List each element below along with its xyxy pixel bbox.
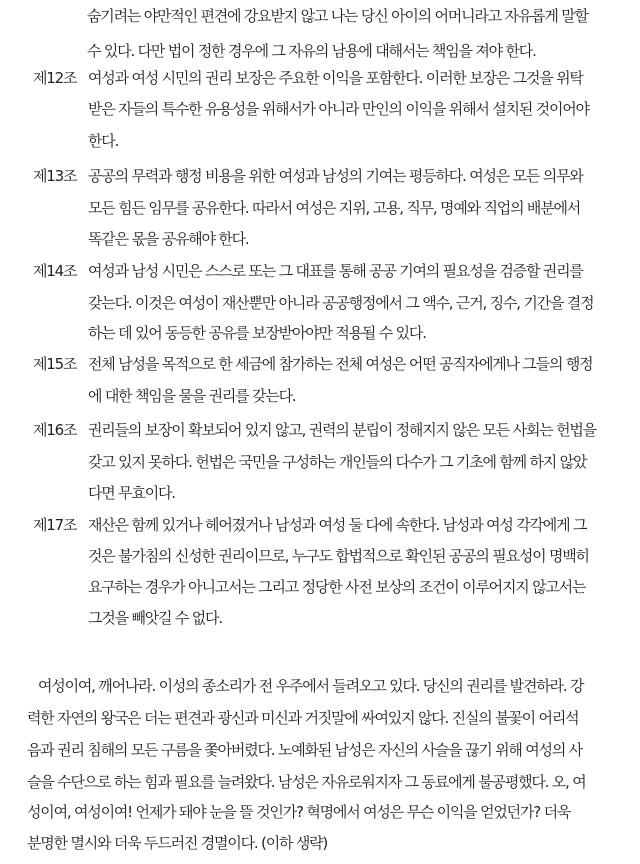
closing-paragraph-line: 슬을 수단으로 하는 힘과 필요를 늘려왔다. 남성은 자유로워지자 그 동료에게 불공평했다. 오, 여 [27, 773, 586, 791]
article-17-line: 것은 불가침의 신성한 권리이므로, 누구도 합법적으로 확인된 공공의 필요성이 명백히 [88, 547, 589, 565]
article-12-number: 제12조 [33, 69, 77, 87]
article-15-number: 제15조 [33, 355, 77, 373]
article-13-line: 공공의 무력과 행정 비용을 위한 여성과 남성의 기여는 평등하다. 여성은 모든 의무와 [88, 167, 583, 185]
closing-paragraph-line: 력한 자연의 왕국은 더는 편견과 광신과 미신과 거짓말에 싸여있지 않다. 진실의 불꽃이 어리석 [27, 709, 579, 727]
article-14-line: 갖는다. 이것은 여성이 재산뿐만 아니라 공공행정에서 그 액수, 근거, 징수, 기간을 결정 [88, 294, 594, 312]
article-15-line: 에 대한 책임을 물을 권리를 갖는다. [88, 387, 296, 405]
article-11-continuation-line: 수 있다. 다만 법이 정한 경우에 그 자유의 남용에 대해서는 책임을 져야 한다. [87, 42, 536, 60]
closing-paragraph-line: 분명한 멸시와 더욱 두드러진 경멸이다. (이하 생략) [27, 834, 328, 852]
article-14-line: 여성과 남성 시민은 스스로 또는 그 대표를 통해 공공 기여의 필요성을 검증할 권리를 [88, 262, 583, 280]
article-16-number: 제16조 [33, 421, 77, 439]
article-16-line: 다면 무효이다. [88, 484, 175, 502]
article-17-line: 요구하는 경우가 아니고서는 그리고 정당한 사전 보상의 조건이 이루어지지 않고서는 [88, 578, 586, 596]
article-14-line: 하는 데 있어 동등한 공유를 보장받아야만 적용될 수 있다. [88, 324, 426, 342]
article-13-line: 똑같은 몫을 공유해야 한다. [88, 230, 249, 248]
article-12-line: 한다. [88, 132, 119, 150]
article-16-line: 권리들의 보장이 확보되어 있지 않고, 권력의 분립이 정해지지 않은 모든 사회는 헌법을 [88, 421, 596, 439]
article-13-line: 모든 힘든 임무를 공유한다. 따라서 여성은 지위, 고용, 직무, 명예와 직업의 배분에서 [88, 199, 581, 217]
closing-paragraph-line: 음과 권리 침해의 모든 구름을 쫓아버렸다. 노예화된 남성은 자신의 사슬을 끊기 위해 여성의 사 [27, 741, 582, 759]
article-12-line: 받은 자들의 특수한 유용성을 위해서가 아니라 만인의 이익을 위해서 설치된 것이어야 [88, 100, 589, 118]
article-17-line: 재산은 함께 있거나 헤어졌거나 남성과 여성 둘 다에 속한다. 남성과 여성 각각에게 그 [88, 516, 587, 534]
closing-paragraph-line: 성이여, 여성이여! 언제가 돼야 눈을 뜰 것인가? 혁명에서 여성은 무슨 이익을 얻었던가? 더욱 [27, 803, 571, 821]
article-14-number: 제14조 [33, 262, 77, 280]
article-17-line: 그것을 빼앗길 수 없다. [88, 609, 222, 627]
article-13-number: 제13조 [33, 167, 77, 185]
article-15-line: 전체 남성을 목적으로 한 세금에 참가하는 전체 여성은 어떤 공직자에게나 그들의 행정 [88, 355, 593, 373]
article-16-line: 갖고 있지 못하다. 헌법은 국민을 구성하는 개인들의 다수가 그 기초에 함께 하지 않았 [88, 453, 587, 471]
closing-paragraph-line: 여성이여, 깨어나라. 이성의 종소리가 전 우주에서 들려오고 있다. 당신의 권리를 발견하라. 강 [38, 677, 584, 695]
article-11-continuation-line: 숨기려는 야만적인 편견에 강요받지 않고 나는 당신 아이의 어머니라고 자유롭게 말할 [87, 7, 588, 25]
article-17-number: 제17조 [33, 516, 77, 534]
article-12-line: 여성과 여성 시민의 권리 보장은 주요한 이익을 포함한다. 이러한 보장은 그것을 위탁 [88, 69, 583, 87]
